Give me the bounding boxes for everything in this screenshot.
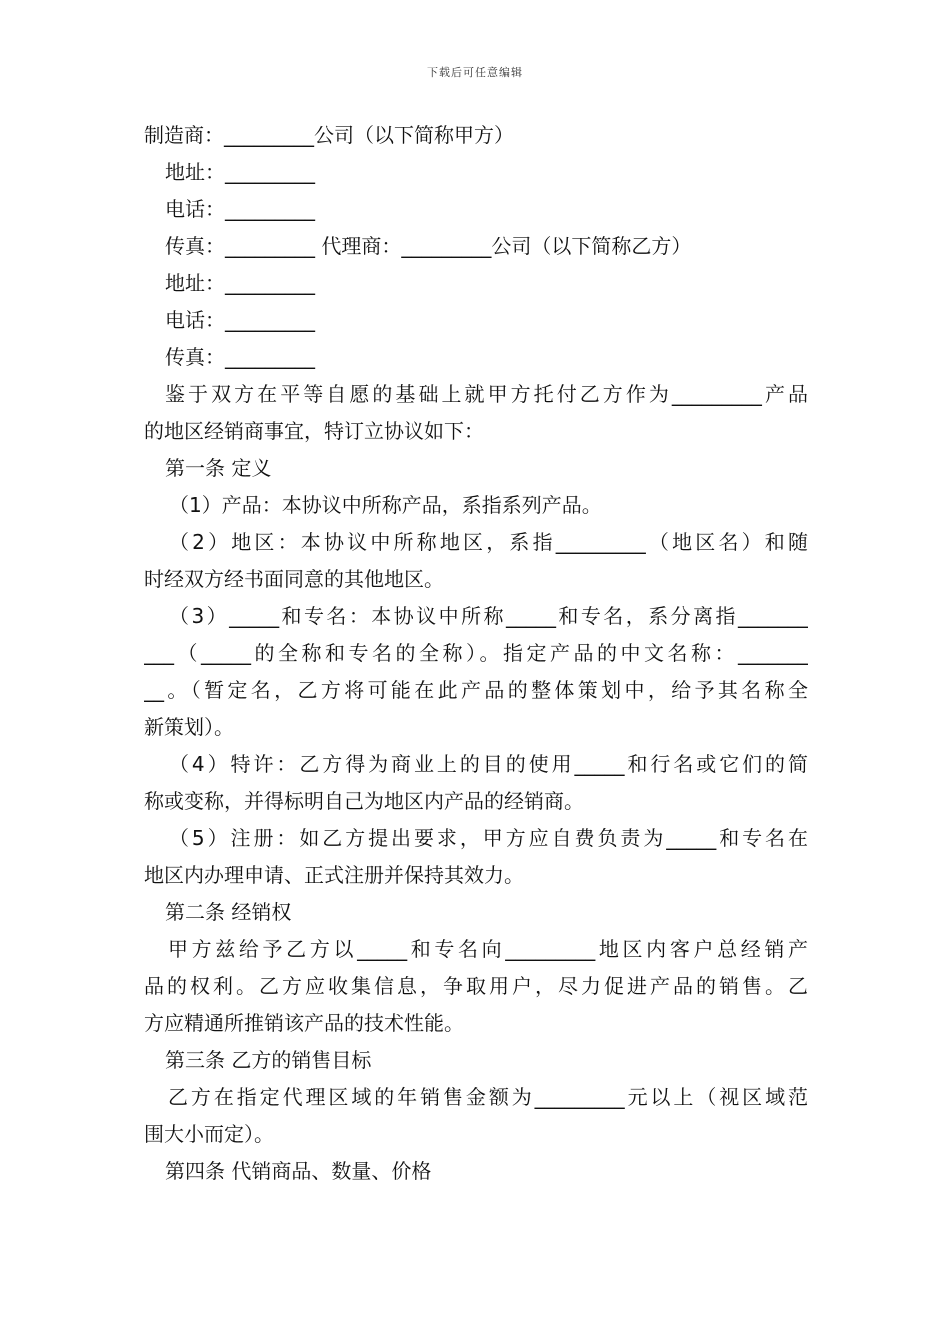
contract-line: 第二条 经销权 [165,900,292,924]
contract-line: 乙方在指定代理区域的年销售金额为_________元以上（视区域范 [168,1085,808,1109]
contract-line: __。（暂定名，乙方将可能在此产品的整体策划中，给予其名称全 [144,678,808,702]
contract-line: 传真：_________ 代理商：_________公司（以下简称乙方） [165,234,692,258]
contract-line: ___（_____的全称和专名的全称）。指定产品的中文名称：_______ [144,641,808,665]
contract-line: 围大小而定）。 [144,1122,274,1146]
contract-line: （2）地区：本协议中所称地区，系指_________（地区名）和随 [169,530,808,554]
contract-line: 制造商：_________公司（以下简称甲方） [144,123,514,147]
contract-line: 新策划）。 [144,715,234,739]
contract-line: （4）特许：乙方得为商业上的目的使用_____和行名或它们的简 [169,752,808,776]
contract-line: 时经双方经书面同意的其他地区。 [144,567,444,591]
contract-line: 称或变称，并得标明自己为地区内产品的经销商。 [144,789,584,813]
contract-line: 传真：_________ [165,345,315,369]
contract-line: 第三条 乙方的销售目标 [165,1048,372,1072]
contract-body [144,117,808,1190]
contract-line: （1）产品：本协议中所称产品，系指系列产品。 [169,493,602,517]
contract-line: 品的权利。乙方应收集信息，争取用户，尽力促进产品的销售。乙 [144,974,808,998]
contract-line: 电话：_________ [165,197,315,221]
contract-line: 地址：_________ [165,271,315,295]
contract-line: （5）注册：如乙方提出要求，甲方应自费负责为_____和专名在 [169,826,808,850]
contract-line: 的地区经销商事宜，特订立协议如下： [144,419,484,443]
contract-line: 电话：_________ [165,308,315,332]
contract-line: （3）_____和专名：本协议中所称_____和专名，系分离指_______ [169,604,808,628]
contract-line: 第一条 定义 [165,456,272,480]
contract-line: 鉴于双方在平等自愿的基础上就甲方托付乙方作为_________产品 [165,382,808,406]
contract-line: 方应精通所推销该产品的技术性能。 [144,1011,464,1035]
contract-line: 第四条 代销商品、数量、价格 [165,1159,432,1183]
contract-line: 甲方兹给予乙方以_____和专名向_________地区内客户总经销产 [168,937,808,961]
contract-line: 地区内办理申请、正式注册并保持其效力。 [144,863,524,887]
page-header-note: 下载后可任意编辑 [427,66,523,79]
contract-line: 地址：_________ [165,160,315,184]
